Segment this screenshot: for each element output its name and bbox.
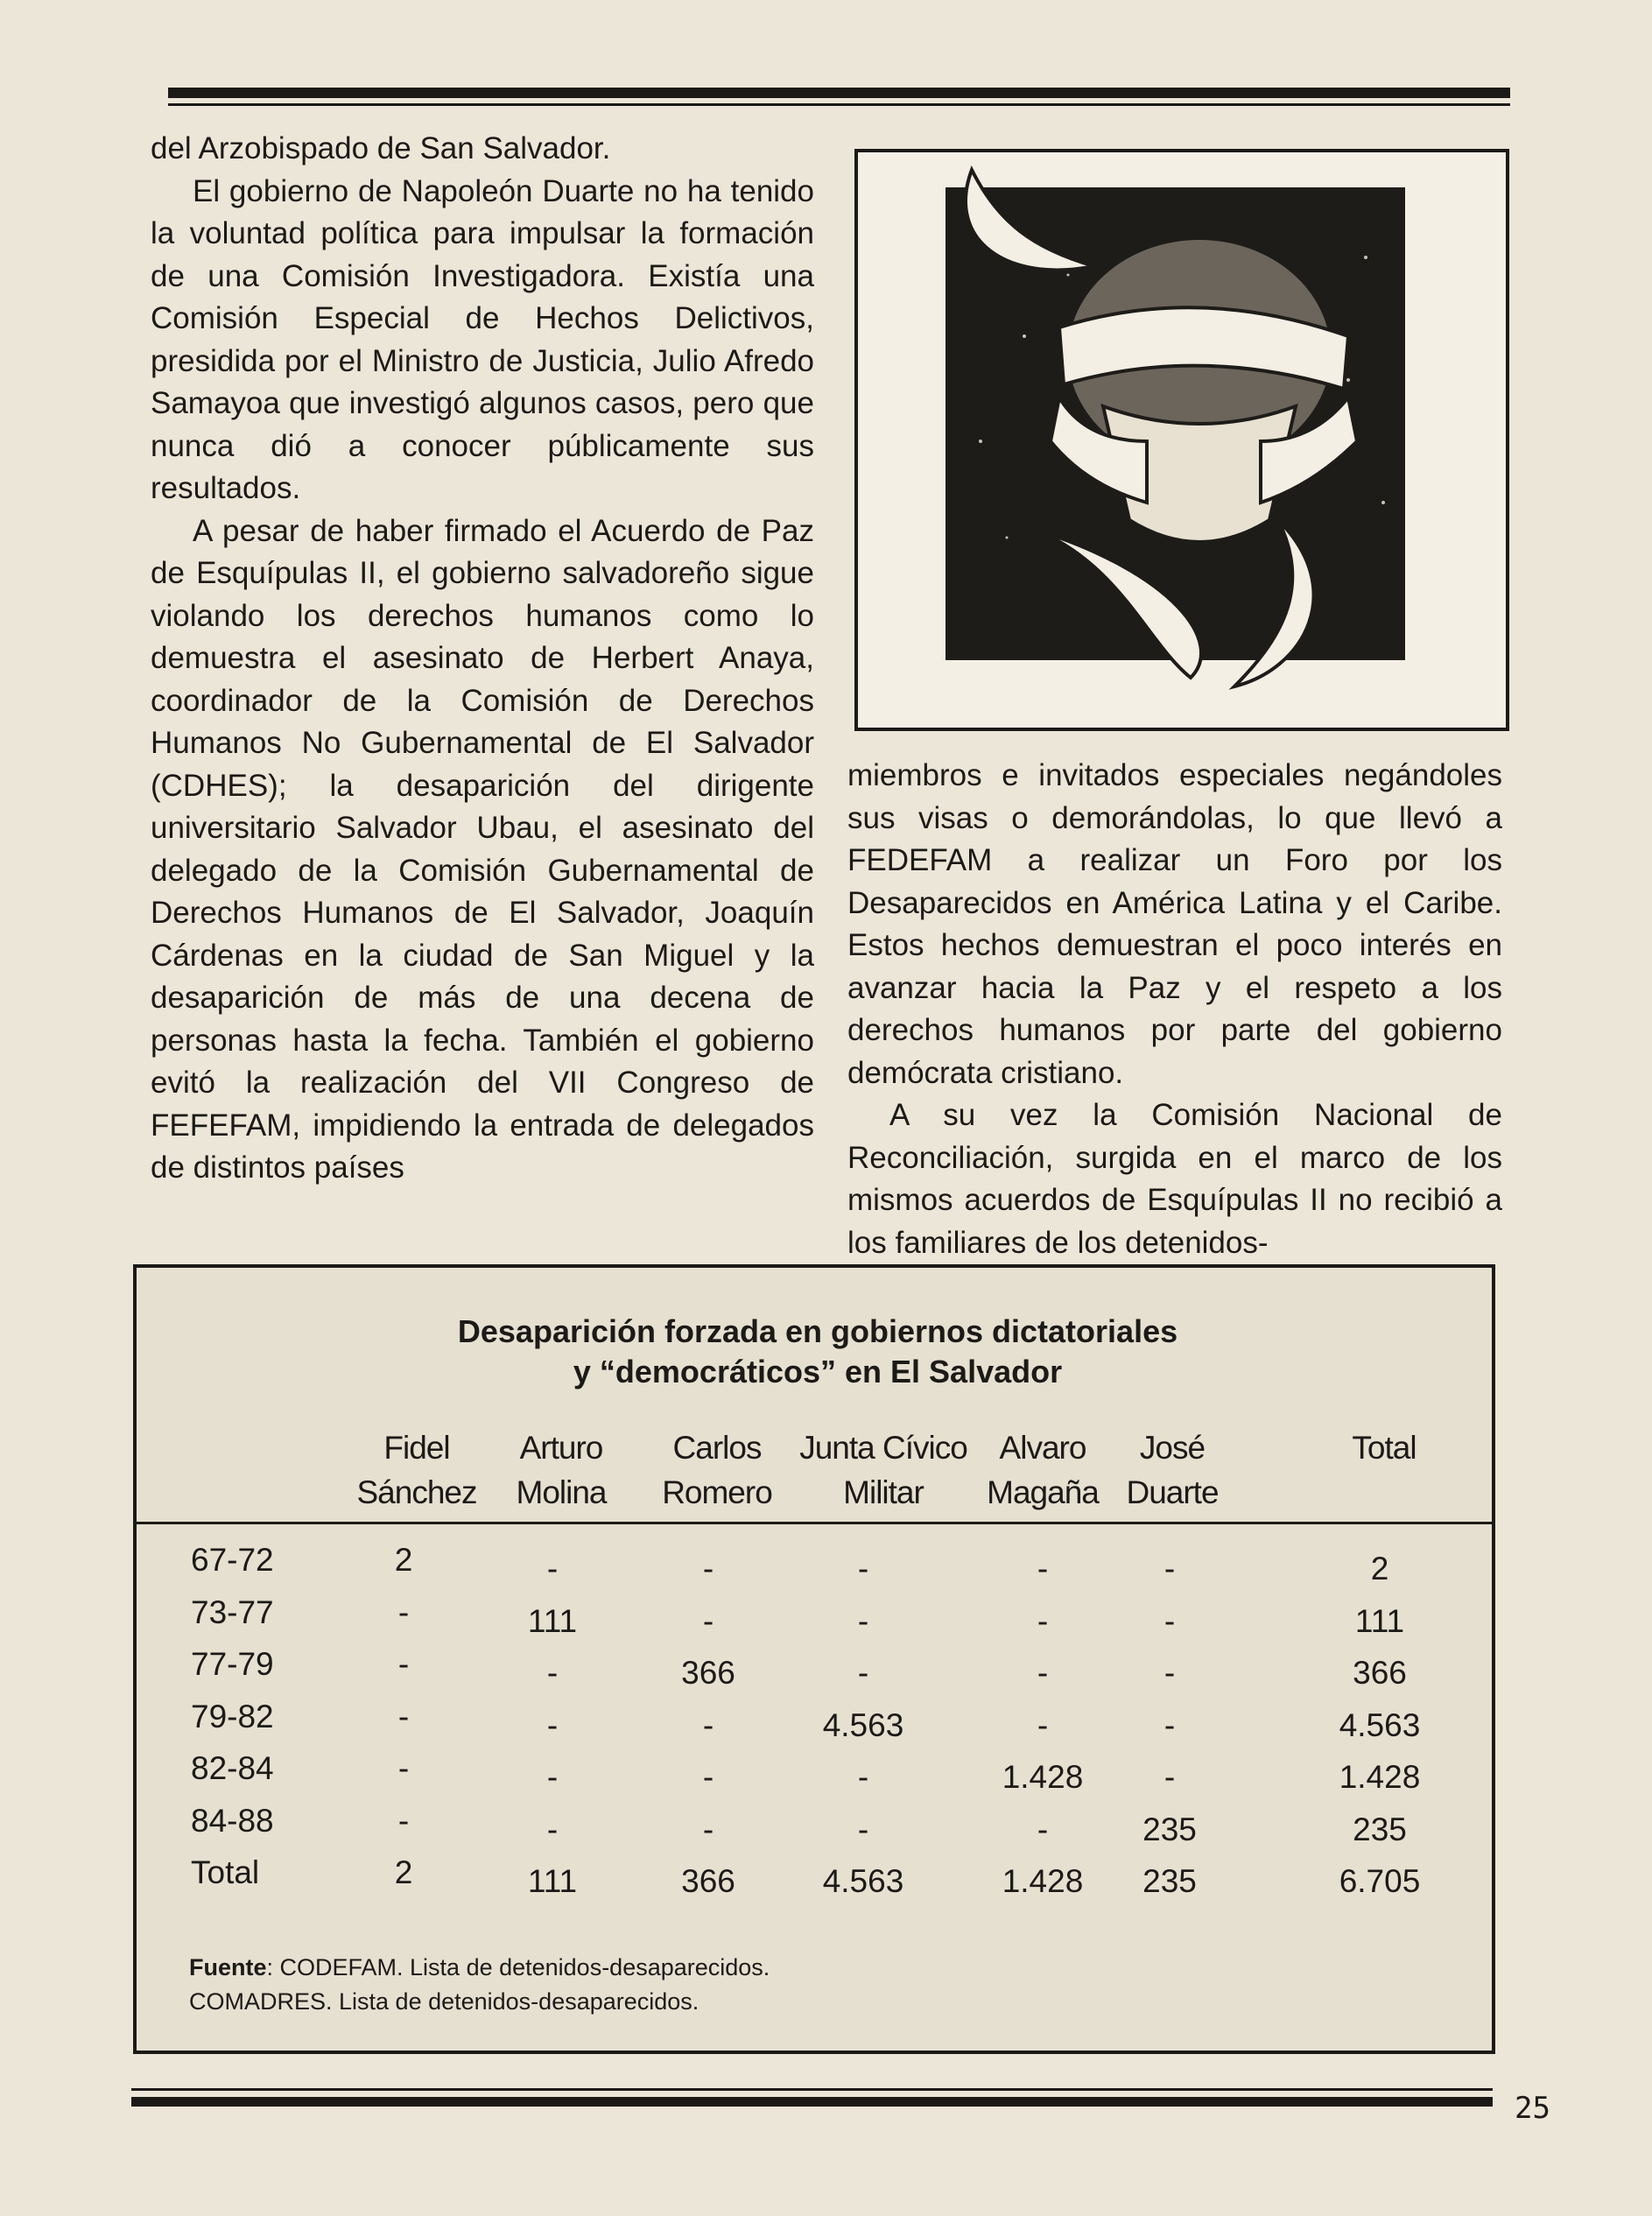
table-cell: -	[1037, 1811, 1049, 1847]
header-line: Molina	[516, 1474, 607, 1510]
table-title-line: Desaparición forzada en gobiernos dictatoriales	[457, 1313, 1178, 1349]
header-line: Duarte	[1126, 1474, 1219, 1510]
left-text-column	[151, 128, 814, 1190]
table-cell: 1.428	[1002, 1759, 1084, 1795]
table-cell: -	[1163, 1706, 1176, 1743]
source-text: : CODEFAM. Lista de detenidos-desaparecidos.	[266, 1954, 770, 1980]
source-line	[189, 1951, 770, 1985]
bottom-rule-thick	[131, 2097, 1493, 2107]
column-header	[625, 1425, 809, 1515]
table-cell: 4.563	[1339, 1706, 1421, 1743]
table-cell: -	[1037, 1551, 1049, 1586]
right-text-column	[847, 755, 1502, 1264]
row-label: 79-82	[191, 1698, 274, 1734]
table-cell: 111	[1354, 1602, 1405, 1639]
table-cell: -	[1037, 1655, 1049, 1691]
row-label: Total	[191, 1854, 260, 1890]
row-label: 73-77	[191, 1593, 274, 1630]
table-cell: -	[1163, 1655, 1176, 1691]
top-rule-thick	[168, 88, 1510, 98]
table-cell: 235	[1353, 1811, 1407, 1847]
header-line: Junta Cívico	[799, 1430, 967, 1466]
paragraph: A su vez la Comisión Nacional de Reconciliación, surgida en el marco de los mismos acuerdos de Esquípulas II no recibió a los familiares de los detenidos-	[847, 1098, 1502, 1260]
table-cell: -	[546, 1759, 559, 1795]
table-title	[137, 1312, 1499, 1392]
header-line: Carlos	[672, 1430, 762, 1466]
table-cell: 2	[394, 1542, 413, 1578]
table-cell: -	[397, 1750, 410, 1786]
table-cell: -	[1163, 1551, 1176, 1586]
header-line: Romero	[662, 1474, 772, 1510]
header-line: Total	[1352, 1430, 1417, 1466]
table-cell: -	[702, 1759, 714, 1795]
table-cell: 6.705	[1339, 1863, 1421, 1899]
row-label: 67-72	[191, 1542, 274, 1578]
table-cell: 366	[1353, 1655, 1407, 1691]
column-header	[1292, 1425, 1476, 1470]
table-cell: 1.428	[1002, 1863, 1084, 1899]
source-line: COMADRES. Lista de detenidos-desaparecidos.	[189, 1988, 699, 2015]
bottom-rule-thin	[131, 2088, 1493, 2091]
header-line: Militar	[843, 1474, 924, 1510]
header-line: Alvaro	[999, 1430, 1086, 1466]
table-cell: 235	[1142, 1863, 1197, 1899]
table-cell: 111	[527, 1863, 578, 1899]
table-cell: -	[857, 1602, 869, 1639]
table-cell: -	[702, 1811, 714, 1847]
header-line: José	[1139, 1430, 1206, 1466]
table-cell: 4.563	[822, 1863, 904, 1899]
table-cell: 2	[1370, 1551, 1389, 1586]
table-cell: -	[857, 1551, 869, 1586]
paragraph: miembros e invitados especiales negándoles sus visas o demorándolas, lo que llevó a FEDEFAM a realizar un Foro por los Desaparecidos en América Latina y el Caribe. Estos hechos demuestran el poco interés en avanzar hacia la Paz y el respeto a los derechos humanos por parte del gobierno demócrata cristiano.	[847, 758, 1502, 1090]
header-line: Sánchez	[356, 1474, 477, 1510]
table-cell: -	[397, 1802, 410, 1839]
table-cell: 2	[394, 1854, 413, 1890]
table-cell: -	[1163, 1602, 1176, 1639]
blindfolded-figure-illustration	[854, 149, 1509, 731]
table-source	[189, 1951, 770, 2019]
row-label: 77-79	[191, 1646, 274, 1682]
table-cell: -	[1037, 1602, 1049, 1639]
table-cell: 235	[1142, 1811, 1197, 1847]
table-cell: 4.563	[822, 1706, 904, 1743]
page-number: 25	[1515, 2091, 1550, 2126]
table-cell: -	[546, 1706, 559, 1743]
table-cell: -	[1037, 1706, 1049, 1743]
source-label: Fuente	[189, 1954, 267, 1980]
table-cell: -	[857, 1811, 869, 1847]
header-line: Fidel	[383, 1430, 450, 1466]
table-cell: -	[1163, 1759, 1176, 1795]
table-cell: -	[702, 1551, 714, 1586]
disappearances-table	[133, 1264, 1495, 2054]
header-rule	[137, 1522, 1492, 1524]
paragraph: A pesar de haber firmado el Acuerdo de Paz de Esquípulas II, el gobierno salvadoreño sigue violando los derechos humanos como lo demuestra el asesinato de Herbert Anaya, coordinador de la Comisión de Derechos Humanos No Gubernamental de El Salvador (CDHES); la desaparición del dirigente universitario Salvador Ubau, el asesinato del delegado de la Comisión Gubernamental de Derechos Humanos de El Salvador, Joaquín Cárdenas en la ciudad de San Miguel y la desaparición de más de una decena de personas hasta la fecha. También el gobierno evitó la realización del VII Congreso de FEFEFAM, impidiendo la entrada de delegados de distintos países	[151, 513, 814, 1185]
paragraph: El gobierno de Napoleón Duarte no ha tenido la voluntad política para impulsar la formación de una Comisión Investigadora. Existía una Comisión Especial de Hechos Delictivos, presidida por el Ministro de Justicia, Julio Afredo Samayoa que investigó algunos casos, pero que nunca dió a conocer públicamente sus resultados.	[151, 173, 814, 505]
table-cell: -	[546, 1811, 559, 1847]
table-cell: -	[546, 1655, 559, 1691]
header-line: Magaña	[987, 1474, 1099, 1510]
table-cell: -	[857, 1655, 869, 1691]
table-cell: -	[397, 1593, 410, 1630]
table-cell: 111	[527, 1602, 578, 1639]
table-cell: -	[857, 1759, 869, 1795]
table-cell: 366	[681, 1863, 735, 1899]
table-cell: -	[702, 1602, 714, 1639]
paragraph: del Arzobispado de San Salvador.	[151, 131, 611, 165]
top-rule-thin	[168, 103, 1510, 106]
table-cell: -	[546, 1551, 559, 1586]
header-line: Arturo	[519, 1430, 603, 1466]
table-cell: 1.428	[1339, 1759, 1421, 1795]
row-label: 84-88	[191, 1802, 274, 1839]
table-cell: -	[397, 1698, 410, 1734]
row-label: 82-84	[191, 1750, 274, 1786]
table-cell: -	[702, 1706, 714, 1743]
table-cell: -	[397, 1646, 410, 1682]
column-header	[1080, 1425, 1264, 1515]
table-cell: 366	[681, 1655, 735, 1691]
table-title-line: y “democráticos” en El Salvador	[573, 1354, 1063, 1389]
illustration-drawing	[858, 152, 1506, 728]
